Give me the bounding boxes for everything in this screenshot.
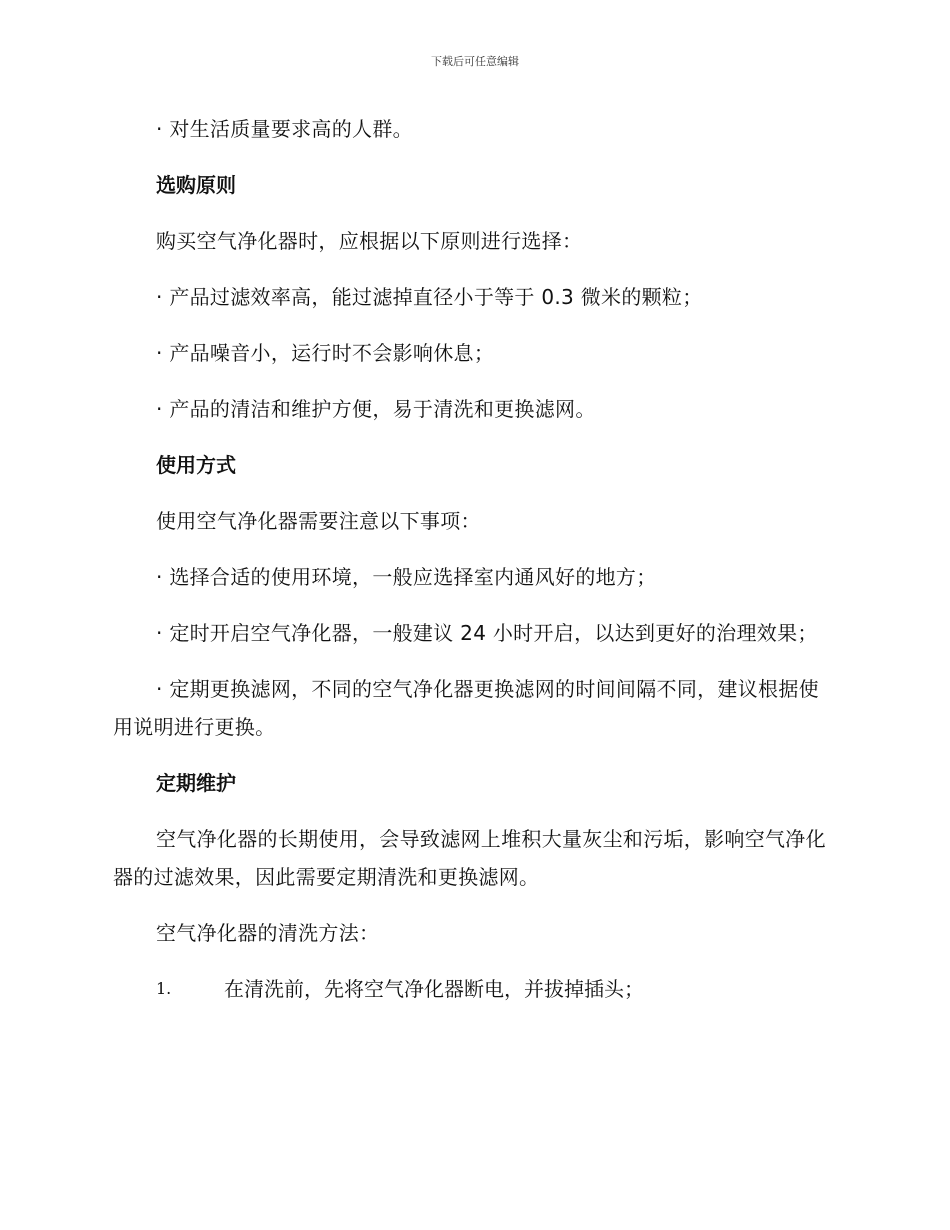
bullet-timed-operation: · 定时开启空气净化器，一般建议 24 小时开启，以达到更好的治理效果； — [156, 621, 818, 645]
paragraph-maintenance: 空气净化器的长期使用，会导致滤网上堆积大量灰尘和污垢，影响空气净化器的过滤效果，因此需要定期清洗和更换滤网。 — [113, 827, 826, 889]
heading-maintenance: 定期维护 — [156, 771, 236, 795]
heading-usage: 使用方式 — [156, 453, 236, 477]
list-item-step-1 — [113, 970, 833, 1008]
paragraph-audience: · 对生活质量要求高的人群。 — [156, 117, 413, 141]
bullet-filter-efficiency: · 产品过滤效率高，能过滤掉直径小于等于 0.3 微米的颗粒； — [156, 285, 703, 309]
paragraph-usage-intro: 使用空气净化器需要注意以下事项： — [156, 509, 481, 533]
document-body — [113, 110, 833, 1026]
step-text: 在清洗前，先将空气净化器断电，并拔掉插头； — [224, 977, 644, 1001]
page-header-note: 下载后可任意编辑 — [431, 55, 519, 68]
heading-purchase-principles: 选购原则 — [156, 173, 236, 197]
bullet-environment: · 选择合适的使用环境，一般应选择室内通风好的地方； — [156, 565, 657, 589]
paragraph-cleaning-intro: 空气净化器的清洗方法： — [156, 921, 380, 945]
bullet-low-noise: · 产品噪音小，运行时不会影响休息； — [156, 341, 495, 365]
bullet-replace-filter: · 定期更换滤网，不同的空气净化器更换滤网的时间间隔不同，建议根据使用说明进行更换。 — [113, 677, 819, 739]
step-number: 1. — [156, 979, 172, 998]
paragraph-purchase-intro: 购买空气净化器时，应根据以下原则进行选择： — [156, 229, 583, 253]
bullet-easy-maintenance: · 产品的清洁和维护方便，易于清洗和更换滤网。 — [156, 397, 596, 421]
